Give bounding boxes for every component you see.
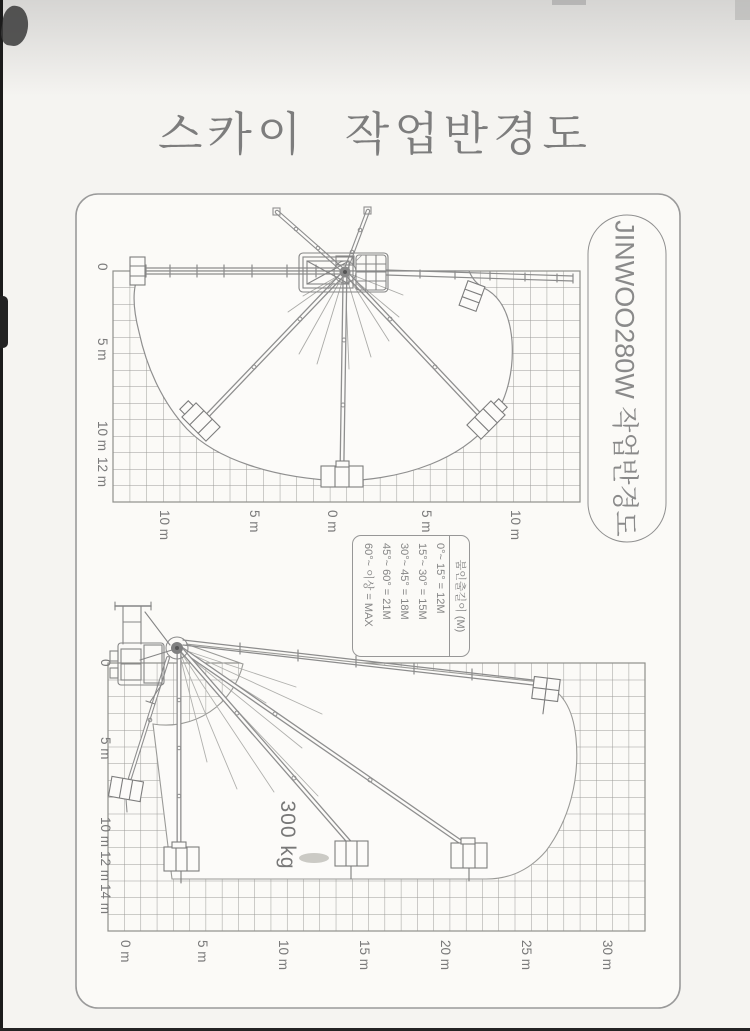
legend-title: 붐인출길이 (M)	[449, 536, 469, 656]
tick-label: 10 m	[508, 510, 523, 541]
tick-label: 14 m	[98, 884, 113, 915]
model-badge	[588, 215, 667, 543]
load-rating-label: 300 kg	[276, 800, 299, 870]
top-basket-left	[130, 257, 145, 285]
legend-row: 45°~ 60° = 21M	[380, 543, 392, 620]
scan-smudge	[299, 853, 329, 863]
tick-label: 25 m	[519, 940, 534, 971]
legend-row: 30°~ 45° = 18M	[398, 543, 410, 620]
scan-edge-left	[0, 0, 3, 1031]
legend-row: 0°~ 15° = 12M	[434, 543, 446, 614]
tick-label: 12 m	[95, 457, 110, 488]
scan-edge-mark	[0, 296, 8, 348]
legend-row: 15°~ 30° = 15M	[416, 543, 428, 620]
scan-smudge	[735, 0, 750, 20]
tick-label: 15 m	[357, 940, 372, 971]
tick-label: 0 m	[325, 510, 340, 533]
legend-row: 60°~ 이상 = MAX	[362, 543, 374, 627]
page-title: 스카이 작업반경도	[158, 109, 592, 160]
tick-label: 5 m	[419, 510, 434, 533]
boom-extension-legend	[352, 535, 470, 657]
tick-label: 5 m	[247, 510, 262, 533]
tick-label: 0 m	[118, 940, 133, 963]
tick-label: 10 m	[276, 940, 291, 971]
tick-label: 0	[95, 263, 110, 271]
tick-label: 10 m	[157, 510, 172, 541]
tick-label: 20 m	[438, 940, 453, 971]
tick-label: 10 m	[95, 421, 110, 452]
tick-label: 30 m	[600, 940, 615, 971]
model-badge-label: JINWOO280W 작업반경도	[609, 220, 640, 537]
tick-label: 5 m	[195, 940, 210, 963]
tick-label: 0	[98, 659, 113, 667]
tick-label: 12 m	[98, 851, 113, 882]
scan-smudge	[552, 0, 586, 5]
tick-label: 5 m	[95, 338, 110, 361]
tick-label: 10 m	[98, 817, 113, 848]
tick-label: 5 m	[98, 737, 113, 760]
